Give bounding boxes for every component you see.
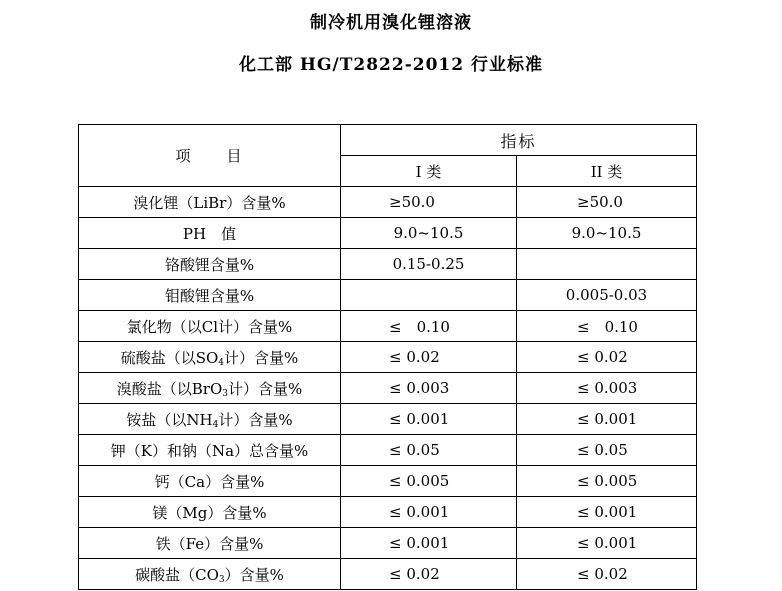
row-item-subscript: 3 <box>218 574 225 585</box>
table-row <box>79 218 697 249</box>
row-item: 铁（Fe）含量% <box>79 528 341 559</box>
row-class1-value: ≤ 0.001 <box>341 404 517 435</box>
row-item-prefix: 溴酸盐（以BrO <box>116 379 223 398</box>
row-item-subscript: 4 <box>218 357 225 368</box>
row-class2-value: ≤ 0.02 <box>517 342 697 373</box>
row-class2-value: ≥50.0 <box>517 187 697 218</box>
row-item-suffix: ）含量% <box>224 565 284 584</box>
row-item: PH 值 <box>79 218 341 249</box>
document-title: 制冷机用溴化锂溶液 <box>310 13 472 33</box>
row-item <box>79 373 341 404</box>
row-class1-value: 9.0~10.5 <box>341 218 517 249</box>
table-row <box>79 342 697 373</box>
row-class1-value: ≤ 0.05 <box>341 435 517 466</box>
table-row <box>79 280 697 311</box>
row-class2-value: 0.005-0.03 <box>517 280 697 311</box>
table-row <box>79 373 697 404</box>
row-class2-value: ≤ 0.001 <box>517 528 697 559</box>
header-class-1: I 类 <box>341 156 517 187</box>
row-item <box>79 342 341 373</box>
document-subtitle: 化工部 HG/T2822-2012 行业标准 <box>239 55 543 75</box>
row-item: 钾（K）和钠（Na）总含量% <box>79 435 341 466</box>
row-item-suffix: 计）含量% <box>224 348 299 367</box>
row-class1-value: ≥50.0 <box>341 187 517 218</box>
row-item-prefix: 铵盐（以NH <box>126 410 213 429</box>
header-index: 指标 <box>341 125 697 156</box>
row-class2-value: ≤ 0.005 <box>517 466 697 497</box>
row-item-suffix: 计）含量% <box>218 410 293 429</box>
row-item: 钙（Ca）含量% <box>79 466 341 497</box>
table-row <box>79 311 697 342</box>
row-item <box>79 404 341 435</box>
row-item-prefix: 硫酸盐（以SO <box>120 348 219 367</box>
table-row <box>79 559 697 590</box>
row-class1-value: ≤ 0.02 <box>341 342 517 373</box>
row-item: 氯化物（以Cl计）含量% <box>79 311 341 342</box>
row-class1-value: ≤ 0.005 <box>341 466 517 497</box>
table-row <box>79 435 697 466</box>
row-item <box>79 559 341 590</box>
table-row <box>79 249 697 280</box>
table-header-row <box>79 125 697 156</box>
row-class1-value: ≤ 0.001 <box>341 528 517 559</box>
row-item-suffix: 计）含量% <box>227 379 303 398</box>
row-class2-value <box>517 249 697 280</box>
row-class1-value: ≤ 0.10 <box>341 311 517 342</box>
row-class1-value: ≤ 0.003 <box>341 373 517 404</box>
spec-table <box>78 124 697 590</box>
row-item: 钼酸锂含量% <box>79 280 341 311</box>
row-item: 铬酸锂含量% <box>79 249 341 280</box>
row-class2-value: ≤ 0.05 <box>517 435 697 466</box>
row-class1-value <box>341 280 517 311</box>
row-item-subscript: 4 <box>212 419 219 430</box>
table-row <box>79 404 697 435</box>
row-class1-value: ≤ 0.001 <box>341 497 517 528</box>
table-row <box>79 528 697 559</box>
row-class2-value: 9.0~10.5 <box>517 218 697 249</box>
table-row <box>79 497 697 528</box>
header-class-2: II 类 <box>517 156 697 187</box>
row-item: 镁（Mg）含量% <box>79 497 341 528</box>
row-class2-value: ≤ 0.001 <box>517 404 697 435</box>
row-class2-value: ≤ 0.003 <box>517 373 697 404</box>
row-item-prefix: 碳酸盐（CO <box>135 565 219 584</box>
row-class2-value: ≤ 0.02 <box>517 559 697 590</box>
header-item: 项 目 <box>79 125 341 187</box>
row-item: 溴化锂（LiBr）含量% <box>79 187 341 218</box>
row-class1-value: 0.15-0.25 <box>341 249 517 280</box>
row-class2-value: ≤ 0.001 <box>517 497 697 528</box>
table-row <box>79 187 697 218</box>
table-row <box>79 466 697 497</box>
row-class1-value: ≤ 0.02 <box>341 559 517 590</box>
row-item-subscript: 3 <box>222 388 228 399</box>
row-class2-value: ≤ 0.10 <box>517 311 697 342</box>
